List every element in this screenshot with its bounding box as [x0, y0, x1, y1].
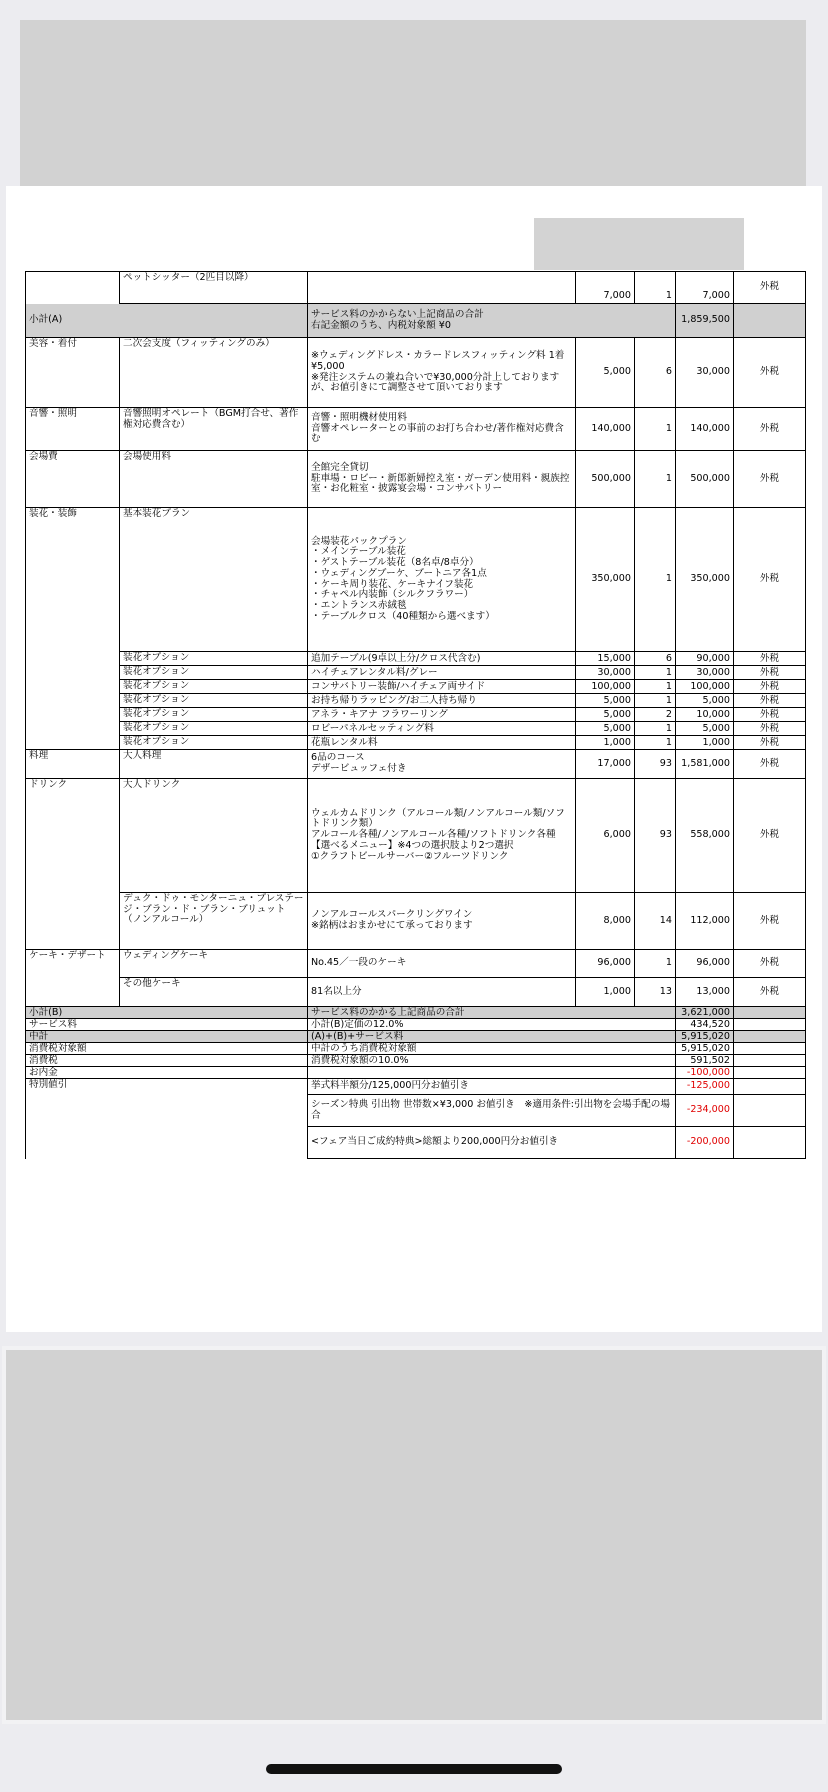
description-cell: 6品のコース デザービュッフェ付き: [308, 750, 576, 779]
estimate-page[interactable]: [6, 186, 822, 1332]
amount-cell: 140,000: [676, 408, 734, 451]
summary-amount: 591,502: [676, 1055, 734, 1067]
tax-type-cell: 外税: [734, 893, 806, 950]
tax-type-cell: 外税: [734, 736, 806, 750]
quantity-cell: 1: [635, 451, 676, 508]
amount-cell: 5,000: [676, 694, 734, 708]
tax-type-cell: 外税: [734, 708, 806, 722]
redacted-next-page: [6, 1350, 822, 1720]
table-row: [26, 736, 806, 750]
description-cell: No.45／一段のケーキ: [308, 950, 576, 978]
amount-cell: 30,000: [676, 338, 734, 408]
tax-type-cell: 外税: [734, 408, 806, 451]
quantity-cell: 1: [635, 950, 676, 978]
quantity-cell: 2: [635, 708, 676, 722]
amount-cell: 558,000: [676, 779, 734, 893]
item-cell: 基本装花プラン: [120, 508, 308, 652]
item-cell: 二次会支度（フィッティングのみ）: [120, 338, 308, 408]
item-cell: 音響照明オペレート（BGM打合せ、著作権対応費含む）: [120, 408, 308, 451]
unit-price-cell: 5,000: [576, 708, 635, 722]
category-cell: ドリンク: [26, 779, 120, 950]
item-cell: 会場使用料: [120, 451, 308, 508]
summary-label: サービス料: [26, 1019, 308, 1031]
redacted-header-block: [20, 20, 806, 186]
unit-price-cell: 100,000: [576, 680, 635, 694]
tax-type-cell: 外税: [734, 950, 806, 978]
description-cell: お持ち帰りラッピング/お二人持ち帰り: [308, 694, 576, 708]
amount-cell: 10,000: [676, 708, 734, 722]
table-row: [26, 722, 806, 736]
unit-price-cell: 17,000: [576, 750, 635, 779]
summary-blank: [734, 1067, 806, 1079]
description-cell: ロビーパネルセッティング料: [308, 722, 576, 736]
unit-price-cell: 140,000: [576, 408, 635, 451]
quantity-cell: 1: [635, 694, 676, 708]
unit-price-cell: 1,000: [576, 736, 635, 750]
summary-blank: [734, 1031, 806, 1043]
discount-label: 特別値引: [26, 1079, 308, 1159]
unit-price-cell: 7,000: [576, 272, 635, 304]
category-cell: 美容・着付: [26, 338, 120, 408]
tax-type-cell: 外税: [734, 750, 806, 779]
amount-cell: 30,000: [676, 666, 734, 680]
category-cell: ケーキ・デザート: [26, 950, 120, 1007]
tax-type-cell: 外税: [734, 694, 806, 708]
summary-description: (A)+(B)+サービス料: [308, 1031, 676, 1043]
quantity-cell: 1: [635, 722, 676, 736]
summary-amount: 434,520: [676, 1019, 734, 1031]
tax-type-cell: 外税: [734, 652, 806, 666]
item-cell: デュク・ドゥ・モンターニュ・プレステージ・ブラン・ド・ブラン・ブリュット（ノンアルコール）: [120, 893, 308, 950]
summary-label: 消費税対象額: [26, 1043, 308, 1055]
summary-row: [26, 1043, 806, 1055]
category-cell: 音響・照明: [26, 408, 120, 451]
unit-price-cell: 8,000: [576, 893, 635, 950]
summary-amount: 5,915,020: [676, 1031, 734, 1043]
tax-type-cell: 外税: [734, 978, 806, 1007]
amount-cell: 500,000: [676, 451, 734, 508]
item-cell: ウェディングケーキ: [120, 950, 308, 978]
description-cell: ※ウェディングドレス・カラードレスフィッティング料 1着¥5,000 ※発注システムの兼ね合いで¥30,000分計上しておりますが、お値引きにて調整させて頂いております: [308, 338, 576, 408]
description-cell: [308, 272, 576, 304]
summary-description: サービス料のかかる上記商品の合計: [308, 1007, 676, 1019]
table-row: [26, 652, 806, 666]
discount-amount: -234,000: [676, 1095, 734, 1127]
description-cell: ウェルカムドリンク（アルコール類/ノンアルコール類/ソフトドリンク類） アルコール各種/ノンアルコール各種/ソフトドリンク各種 【選べるメニュー】※4つの選択肢より2つ選択 ①クラフトビールサーバー②フルーツドリンク: [308, 779, 576, 893]
summary-amount: 3,621,000: [676, 1007, 734, 1019]
amount-cell: 100,000: [676, 680, 734, 694]
amount-cell: 350,000: [676, 508, 734, 652]
item-cell: 装花オプション: [120, 736, 308, 750]
description-cell: 81名以上分: [308, 978, 576, 1007]
unit-price-cell: 96,000: [576, 950, 635, 978]
summary-row: [26, 1007, 806, 1019]
table-row: [26, 508, 806, 652]
summary-description: [308, 1067, 676, 1079]
tax-type-cell: 外税: [734, 666, 806, 680]
subtotal-a-label: 小計(A): [26, 304, 308, 338]
summary-label: 消費税: [26, 1055, 308, 1067]
tax-type-cell: 外税: [734, 779, 806, 893]
discount-description: シーズン特典 引出物 世帯数×¥3,000 お値引き ※適用条件:引出物を会場手配の場合: [308, 1095, 676, 1127]
table-row: [26, 694, 806, 708]
amount-cell: 96,000: [676, 950, 734, 978]
description-cell: 花瓶レンタル料: [308, 736, 576, 750]
table-row: [26, 978, 806, 1007]
summary-row: [26, 1031, 806, 1043]
unit-price-cell: 5,000: [576, 338, 635, 408]
tax-type-cell: 外税: [734, 508, 806, 652]
subtotal-a-blank: [734, 304, 806, 338]
table-row: [26, 950, 806, 978]
quantity-cell: 6: [635, 338, 676, 408]
amount-cell: 1,581,000: [676, 750, 734, 779]
summary-blank: [734, 1055, 806, 1067]
item-cell: 大人ドリンク: [120, 779, 308, 893]
tax-type-cell: 外税: [734, 272, 806, 304]
item-cell: ペットシッター（2匹目以降）: [120, 272, 308, 304]
tax-type-cell: 外税: [734, 722, 806, 736]
discount-blank: [734, 1095, 806, 1127]
summary-row: [26, 1067, 806, 1079]
table-row: [26, 708, 806, 722]
discount-blank: [734, 1079, 806, 1095]
summary-label: 小計(B): [26, 1007, 308, 1019]
subtotal-a-amount: 1,859,500: [676, 304, 734, 338]
redacted-stamp-block: [534, 218, 744, 270]
discount-row: [26, 1079, 806, 1095]
tax-type-cell: 外税: [734, 680, 806, 694]
quantity-cell: 1: [635, 680, 676, 694]
estimate-table: [25, 271, 806, 1159]
quantity-cell: 1: [635, 408, 676, 451]
quantity-cell: 93: [635, 779, 676, 893]
table-row: [26, 272, 806, 304]
quantity-cell: 1: [635, 736, 676, 750]
summary-label: 中計: [26, 1031, 308, 1043]
description-cell: ノンアルコールスパークリングワイン ※銘柄はおまかせにて承っております: [308, 893, 576, 950]
summary-blank: [734, 1007, 806, 1019]
amount-cell: 13,000: [676, 978, 734, 1007]
summary-label: お内金: [26, 1067, 308, 1079]
item-cell: 装花オプション: [120, 666, 308, 680]
summary-amount: 5,915,020: [676, 1043, 734, 1055]
tax-type-cell: 外税: [734, 338, 806, 408]
description-cell: アネラ・キアナ フラワーリング: [308, 708, 576, 722]
category-cell: 会場費: [26, 451, 120, 508]
unit-price-cell: 15,000: [576, 652, 635, 666]
amount-cell: 112,000: [676, 893, 734, 950]
description-cell: 会場装花パックプラン ・メインテーブル装花 ・ゲストテーブル装花（8名卓/8卓分） ・ウェディングブーケ、ブートニア各1点 ・ケーキ周り装花、ケーキナイフ装花 ・チャペル内装飾（シルクフラワー） ・エントランス赤絨毯 ・テーブルクロス（40種類から選べます）: [308, 508, 576, 652]
description-cell: コンサバトリー装飾/ハイチェア両サイド: [308, 680, 576, 694]
table-row: [26, 893, 806, 950]
summary-amount: -100,000: [676, 1067, 734, 1079]
quantity-cell: 13: [635, 978, 676, 1007]
quantity-cell: 1: [635, 272, 676, 304]
description-cell: 追加テーブル(9卓以上分/クロス代含む): [308, 652, 576, 666]
item-cell: 装花オプション: [120, 722, 308, 736]
amount-cell: 90,000: [676, 652, 734, 666]
amount-cell: 7,000: [676, 272, 734, 304]
summary-description: 小計(B)定価の12.0%: [308, 1019, 676, 1031]
amount-cell: 5,000: [676, 722, 734, 736]
summary-row: [26, 1055, 806, 1067]
category-cell: 装花・装飾: [26, 508, 120, 750]
description-cell: 全館完全貸切 駐車場・ロビー・新郎新婦控え室・ガーデン使用料・親族控室・お化粧室・披露宴会場・コンサバトリー: [308, 451, 576, 508]
subtotal-a-row: [26, 304, 806, 338]
table-row: [26, 750, 806, 779]
quantity-cell: 14: [635, 893, 676, 950]
unit-price-cell: 1,000: [576, 978, 635, 1007]
summary-description: 中計のうち消費税対象額: [308, 1043, 676, 1055]
unit-price-cell: 350,000: [576, 508, 635, 652]
discount-amount: -200,000: [676, 1127, 734, 1159]
home-indicator[interactable]: [266, 1764, 562, 1774]
discount-blank: [734, 1127, 806, 1159]
unit-price-cell: 30,000: [576, 666, 635, 680]
description-cell: 音響・照明機材使用料 音響オペレーターとの事前のお打ち合わせ/著作権対応費含む: [308, 408, 576, 451]
table-row: [26, 338, 806, 408]
category-cell: 料理: [26, 750, 120, 779]
summary-row: [26, 1019, 806, 1031]
category-cell: [26, 272, 120, 304]
quantity-cell: 1: [635, 508, 676, 652]
table-row: [26, 680, 806, 694]
item-cell: 装花オプション: [120, 680, 308, 694]
table-row: [26, 408, 806, 451]
quantity-cell: 93: [635, 750, 676, 779]
summary-blank: [734, 1043, 806, 1055]
item-cell: 大人料理: [120, 750, 308, 779]
description-cell: ハイチェアレンタル料/グレー: [308, 666, 576, 680]
table-row: [26, 779, 806, 893]
summary-blank: [734, 1019, 806, 1031]
unit-price-cell: 5,000: [576, 722, 635, 736]
discount-description: 挙式料半額分/125,000円分お値引き: [308, 1079, 676, 1095]
unit-price-cell: 6,000: [576, 779, 635, 893]
quantity-cell: 6: [635, 652, 676, 666]
tax-type-cell: 外税: [734, 451, 806, 508]
quantity-cell: 1: [635, 666, 676, 680]
discount-amount: -125,000: [676, 1079, 734, 1095]
table-row: [26, 451, 806, 508]
summary-description: 消費税対象額の10.0%: [308, 1055, 676, 1067]
item-cell: その他ケーキ: [120, 978, 308, 1007]
amount-cell: 1,000: [676, 736, 734, 750]
item-cell: 装花オプション: [120, 708, 308, 722]
table-row: [26, 666, 806, 680]
subtotal-a-description: サービス料のかからない上記商品の合計 右記金額のうち、内税対象額 ¥0: [308, 304, 676, 338]
unit-price-cell: 500,000: [576, 451, 635, 508]
unit-price-cell: 5,000: [576, 694, 635, 708]
item-cell: 装花オプション: [120, 694, 308, 708]
discount-description: <フェア当日ご成約特典>総額より200,000円分お値引き: [308, 1127, 676, 1159]
item-cell: 装花オプション: [120, 652, 308, 666]
